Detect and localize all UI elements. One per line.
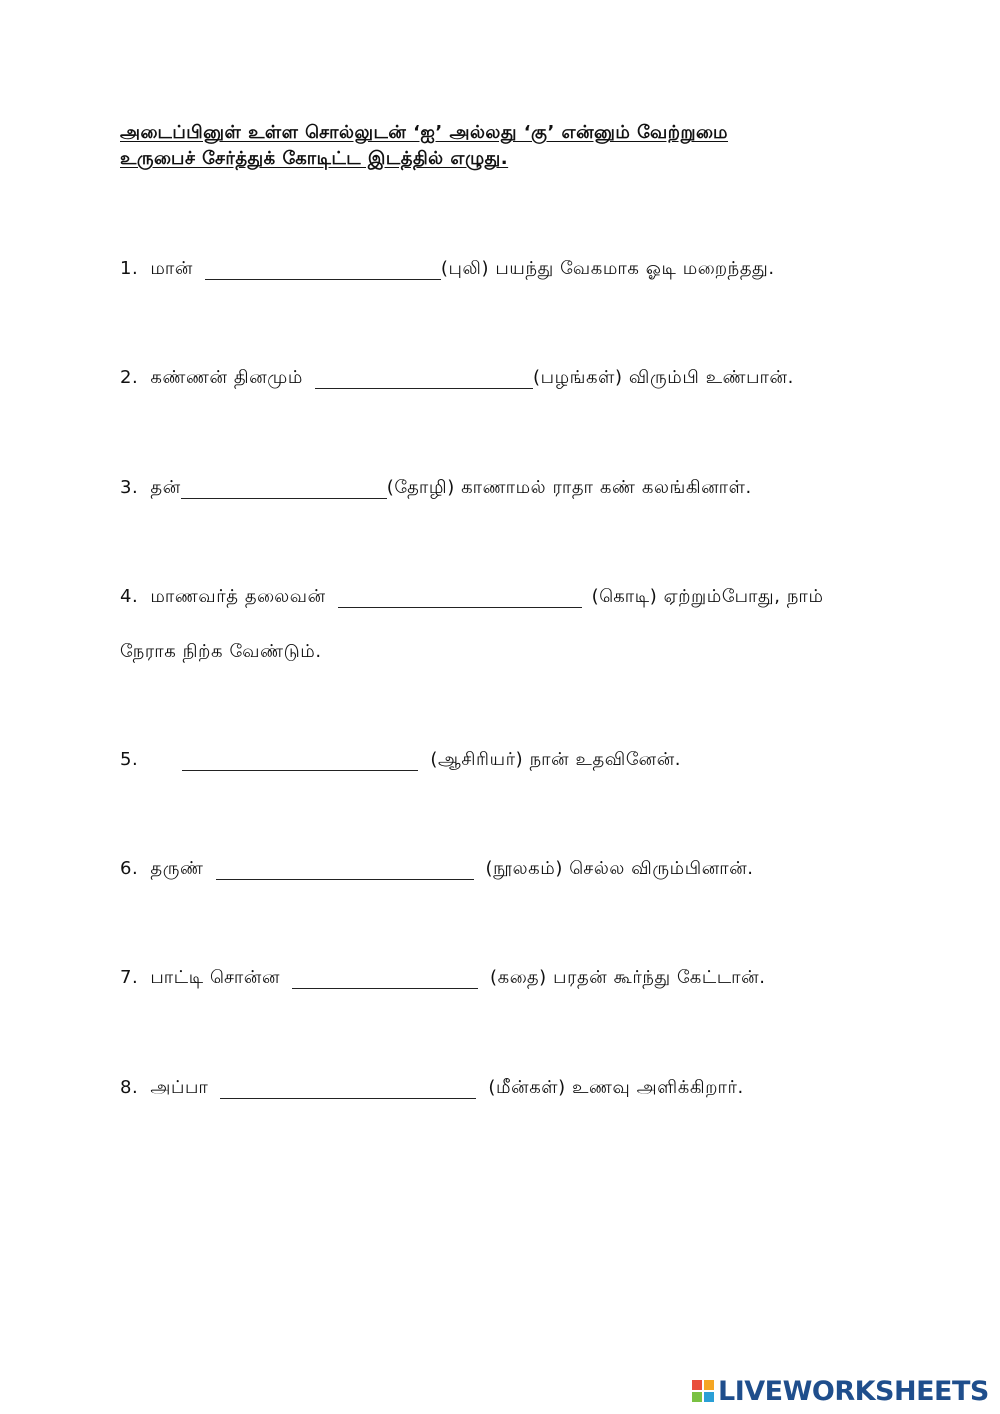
question-text-after: (நூலகம்) செல்ல விரும்பினான்.	[485, 858, 754, 879]
answer-input-2[interactable]	[315, 368, 533, 389]
answer-input-6[interactable]	[216, 859, 474, 880]
question-5	[120, 749, 681, 771]
question-text-before: பாட்டி சொன்ன	[150, 967, 281, 988]
question-text-after: (கொடி) ஏற்றும்போது, நாம்	[591, 586, 824, 607]
question-text-after: (தோழி) காணாமல் ராதா கண் கலங்கினாள்.	[386, 477, 752, 498]
question-text-after: (பழங்கள்) விரும்பி உண்பான்.	[532, 367, 794, 388]
question-text-before: மாணவர்த் தலைவன்	[150, 586, 326, 607]
question-number: 5.	[120, 749, 139, 770]
question-number: 7.	[120, 967, 139, 988]
question-1	[120, 258, 775, 280]
answer-input-7[interactable]	[292, 968, 478, 989]
answer-input-8[interactable]	[220, 1078, 476, 1099]
logo-square-orange	[704, 1380, 714, 1390]
instruction-line-2: உருபைச் சேர்த்துக் கோடிட்ட இடத்தில் எழுது.	[120, 148, 509, 169]
answer-input-1[interactable]	[205, 259, 441, 280]
question-text-after: (ஆசிரியர்) நான் உதவினேன்.	[430, 749, 682, 770]
question-7	[120, 967, 766, 989]
question-number: 3.	[120, 477, 139, 498]
logo-square-green	[692, 1392, 702, 1402]
question-text-after: (மீன்கள்) உணவு அளிக்கிறார்.	[488, 1077, 744, 1098]
question-text-before: தருண்	[150, 858, 204, 879]
instruction-heading	[120, 120, 820, 172]
answer-input-3[interactable]	[181, 478, 387, 499]
question-number: 8.	[120, 1077, 139, 1098]
answer-input-4[interactable]	[338, 587, 582, 608]
liveworksheets-logo	[692, 1376, 989, 1406]
question-text-after: (புலி) பயந்து வேகமாக ஓடி மறைந்தது.	[440, 258, 775, 279]
question-number: 4.	[120, 586, 139, 607]
question-2	[120, 367, 794, 389]
question-number: 1.	[120, 258, 139, 279]
question-text-after: (கதை) பரதன் கூர்ந்து கேட்டான்.	[490, 967, 766, 988]
logo-mark-icon	[692, 1380, 714, 1402]
question-8	[120, 1077, 744, 1099]
question-number: 2.	[120, 367, 139, 388]
question-text-before: மான்	[150, 258, 193, 279]
question-6	[120, 858, 754, 880]
question-4	[120, 586, 824, 608]
question-text-before: கண்ணன் தினமும்	[150, 367, 303, 388]
answer-input-5[interactable]	[182, 750, 418, 771]
question-number: 6.	[120, 858, 139, 879]
logo-square-blue	[704, 1392, 714, 1402]
logo-square-red	[692, 1380, 702, 1390]
logo-text: LIVEWORKSHEETS	[718, 1375, 989, 1407]
question-text-before: தன்	[150, 477, 181, 498]
question-text-before: அப்பா	[150, 1077, 209, 1098]
question-4-continuation: நேராக நிற்க வேண்டும்.	[120, 641, 322, 662]
question-3	[120, 477, 752, 499]
instruction-line-1: அடைப்பினுள் உள்ள சொல்லுடன் ‘ஐ’ அல்லது ‘கு’ என்னும் வேற்றுமை	[120, 122, 729, 143]
